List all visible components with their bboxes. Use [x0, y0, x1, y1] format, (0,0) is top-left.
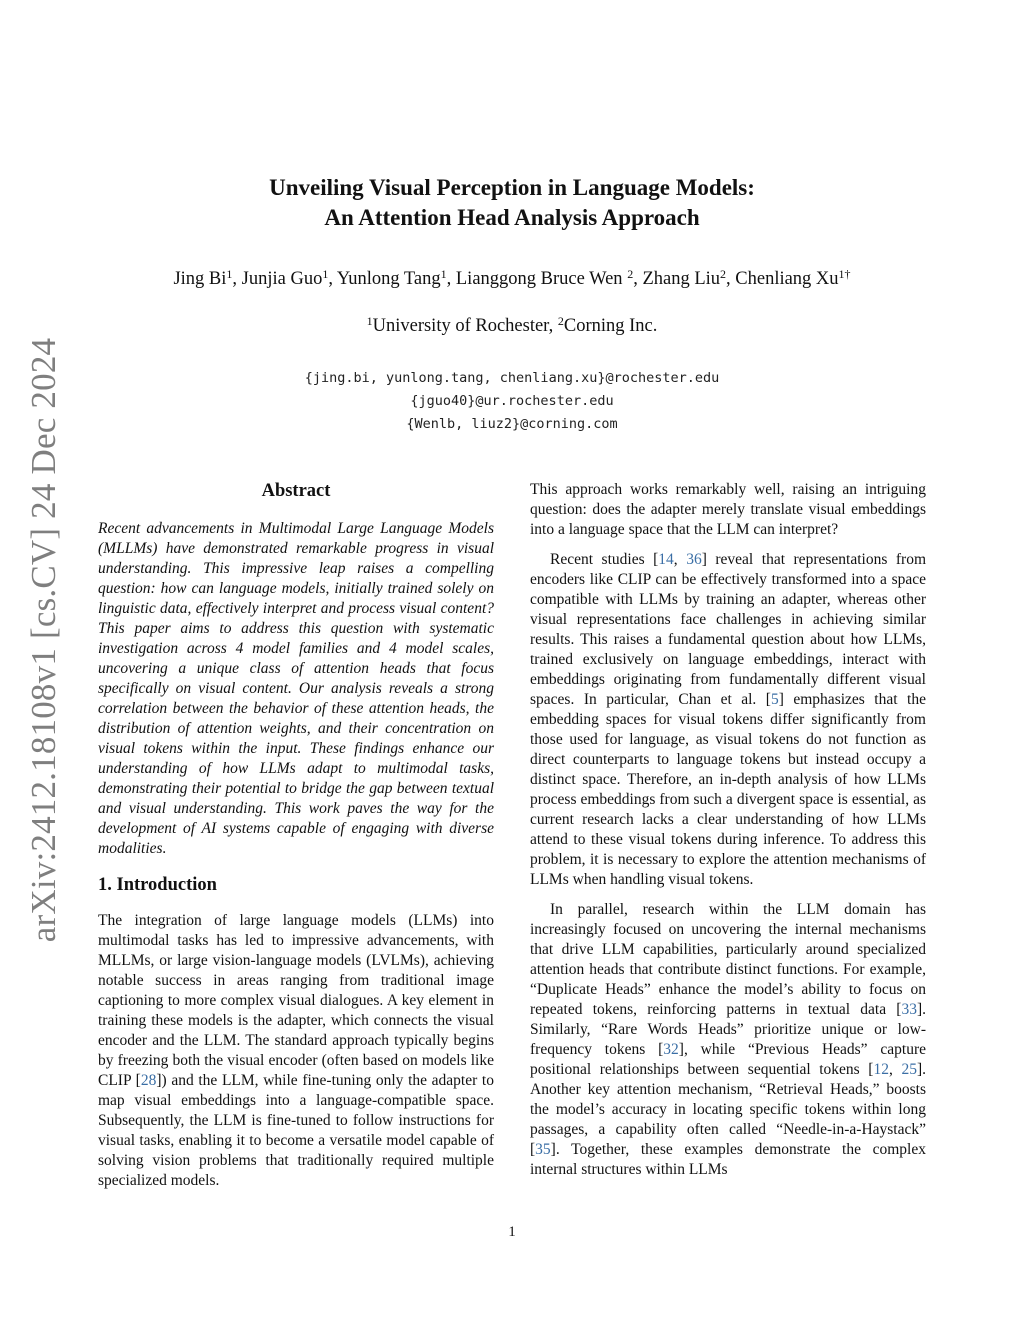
- citation-link[interactable]: 5: [770, 691, 779, 708]
- author-name: Yunlong Tang: [336, 269, 441, 289]
- citation-link[interactable]: 12: [873, 1061, 889, 1078]
- citation-link[interactable]: 14: [658, 551, 674, 568]
- email-block: [0, 367, 1024, 436]
- paper-title: [0, 173, 1024, 233]
- author-name: Chenliang Xu: [735, 269, 839, 289]
- intro-paragraph-1: The integration of large language models (LLMs) into multimodal tasks has led to impressive advancements, with MLLMs, or large vision-language models (LVLMs), achieving notable success in areas ranging from traditional image captioning to more complex visual dialogues. A key element in training these models is the adapter, which connects the visual encoder and the LLM. The standard approach typically begins by freezing both the visual encoder (often based on models like CLIP [28]) and the LLM, while fine-tuning only the adapter to map visual embeddings into a language-compatible space. Subsequently, the LLM is fine-tuned to follow instructions for visual tasks, enabling it to become a versatile model capable of solving vision problems that traditionally required multiple specialized models.: [98, 912, 494, 1189]
- affiliation-mark: 2: [557, 314, 564, 328]
- author-affiliation-mark: 2: [627, 267, 634, 281]
- citation-link[interactable]: 25: [901, 1061, 917, 1078]
- title-line-2: An Attention Head Analysis Approach: [324, 205, 700, 230]
- page-number: 1: [508, 1224, 516, 1240]
- citation-link[interactable]: 36: [686, 551, 702, 568]
- author-name: Zhang Liu: [642, 269, 721, 289]
- intro-paragraph-4: In parallel, research within the LLM domain has increasingly focused on uncovering the internal mechanisms that drive LLM capabilities, particularly around specialized attention heads that contribute distinct functions. For example, “Duplicate Heads” enhance the model’s ability to focus on repeated tokens, reinforcing patterns in textual data [33]. Similarly, “Rare Words Heads” prioritize unique or low-frequency tokens [32], while “Previous Heads” capture positional relationships between sequential tokens [12, 25]. Another key attention mechanism, “Retrieval Heads,” boosts the model’s accuracy in locating specific tokens within long passages, a capability often called “Needle-in-a-Haystack” [35]. Together, these examples demonstrate the complex internal structures within LLMs: [530, 901, 927, 1178]
- right-column: [530, 480, 926, 1180]
- author-affiliation-mark: 1: [440, 267, 447, 281]
- title-line-1: Unveiling Visual Perception in Language Models:: [269, 175, 755, 200]
- intro-paragraph-3: Recent studies [14, 36] reveal that representations from encoders like CLIP can be effectively transformed into a space compatible with LLMs by training an adapter, whereas other visual representations face challenges in achieving similar results. This raises a fundamental question about how LLMs, trained exclusively on language embeddings, interact with embeddings originating from fundamentally different visual spaces. In particular, Chan et al. [5] emphasizes that the embedding spaces for visual tokens differ significantly from those used for language, as visual tokens do not function as direct counterparts to language tokens but instead occupy a distinct space. Therefore, an in-depth analysis of how LLMs process embeddings from such a divergent space is essential, as current research lacks a clear understanding of how LLMs attend to these visual tokens during inference. To address this problem, it is necessary to explore the attention mechanisms of LLMs when handling visual tokens.: [530, 551, 926, 888]
- author-list: Jing Bi$^1$, Junjia Guo$^1$, Yunlong Tang$^1$, Lianggong Bruce Wen $^2$, Zhang Liu$^2$, Chenliang $Xu^{1\dagger}$: [173, 267, 851, 289]
- affiliation-mark: 1: [366, 314, 373, 328]
- arxiv-identifier: arXiv:2412.18108v1 [cs.CV] 24 Dec 2024: [24, 337, 63, 943]
- citation-link[interactable]: 32: [663, 1041, 679, 1058]
- author-affiliation-mark: 1†: [838, 267, 851, 281]
- affiliation-name: Corning Inc.: [563, 316, 658, 336]
- citation-link[interactable]: 35: [535, 1141, 551, 1158]
- affiliation-line: $^1$University of Rochester, $^2$Corning Inc.: [366, 314, 658, 336]
- author-affiliation-mark: 2: [720, 267, 727, 281]
- intro-paragraph-2: This approach works remarkably well, raising an intriguing question: does the adapter merely translate visual embeddings into a language space that the LLM can interpret?: [530, 481, 926, 538]
- author-affiliation-mark: 1: [226, 267, 233, 281]
- author-name: Jing Bi: [173, 269, 227, 289]
- abstract-text: Recent advancements in Multimodal Large Language Models (MLLMs) have demonstrated remarkable progress in visual understanding. This impressive leap raises a compelling question: how can language models, initially trained solely on linguistic data, effectively interpret and process visual content? This paper aims to address this question with systematic investigation across 4 model families and 4 model scales, uncovering a unique class of attention heads that focus specifically on visual content. Our analysis reveals a strong correlation between the behavior of these attention heads, the distribution of attention weights, and their concentration on visual tokens within the input. These findings enhance our understanding of how LLMs adapt to multimodal tasks, demonstrating their potential to bridge the gap between textual and visual understanding. This work paves the way for the development of AI systems capable of engaging with diverse modalities.: [98, 520, 494, 857]
- email-line: {jguo40}@ur.rochester.edu: [410, 393, 614, 409]
- affiliation-name: University of Rochester: [372, 316, 549, 336]
- author-affiliation-mark: 1: [322, 267, 329, 281]
- citation-link[interactable]: 33: [901, 1001, 917, 1018]
- email-line: {Wenlb, liuz2}@corning.com: [406, 416, 618, 432]
- abstract-heading: Abstract: [261, 481, 331, 501]
- introduction-heading: 1. Introduction: [98, 875, 217, 895]
- email-line: {jing.bi, yunlong.tang, chenliang.xu}@rochester.edu: [304, 370, 720, 386]
- author-name: Junjia Guo: [241, 269, 323, 289]
- citation-link[interactable]: 28: [140, 1072, 157, 1089]
- author-name: Lianggong Bruce Wen: [455, 269, 628, 289]
- left-column: [98, 480, 494, 1191]
